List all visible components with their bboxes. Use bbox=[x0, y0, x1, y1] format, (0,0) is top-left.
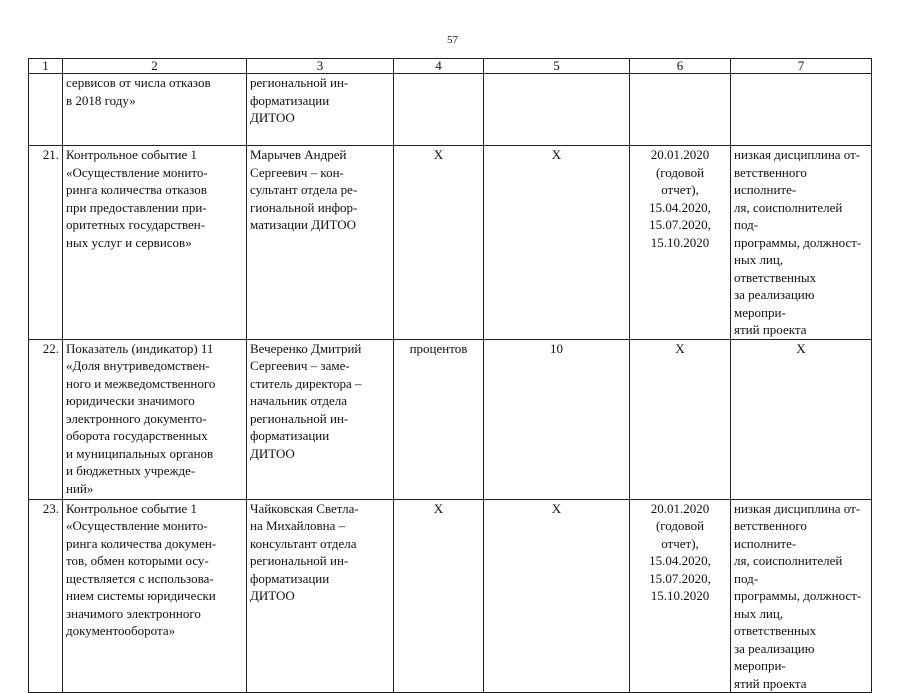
row-dates: 20.01.2020 (годовой отчет), 15.04.2020, 15.07.2020, 15.10.2020 bbox=[630, 499, 731, 693]
table-row bbox=[29, 339, 872, 499]
row-value: 10 bbox=[484, 339, 630, 499]
row-dates bbox=[630, 74, 731, 146]
column-header-6: 6 bbox=[630, 59, 731, 74]
row-risks: низкая дисциплина от- ветственного исполните- ля, соисполнителей под- программы, должност- ных лиц, ответственных за реализацию меропри- ятий проекта bbox=[731, 499, 872, 693]
table-row bbox=[29, 74, 872, 146]
column-header-1: 1 bbox=[29, 59, 63, 74]
row-number: 22. bbox=[29, 339, 63, 499]
plan-table bbox=[28, 58, 872, 693]
row-responsible: Чайковская Светла- на Михайловна – консультант отдела региональной ин- форматизации ДИТОО bbox=[247, 499, 394, 693]
table-row bbox=[29, 499, 872, 693]
row-risks: X bbox=[731, 339, 872, 499]
row-unit: X bbox=[394, 146, 484, 340]
row-value bbox=[484, 74, 630, 146]
row-name: сервисов от числа отказов в 2018 году» bbox=[63, 74, 247, 146]
row-number bbox=[29, 74, 63, 146]
row-responsible: Марычев Андрей Сергеевич – кон- сультант отдела ре- гиональной инфор- матизации ДИТОО bbox=[247, 146, 394, 340]
row-number: 21. bbox=[29, 146, 63, 340]
row-value: X bbox=[484, 146, 630, 340]
table-row bbox=[29, 146, 872, 340]
page-number: 57 bbox=[447, 34, 458, 46]
row-responsible: региональной ин- форматизации ДИТОО bbox=[247, 74, 394, 146]
row-name: Контрольное событие 1 «Осуществление монито- ринга количества докумен- тов, обмен которыми осу- ществляется с использова- нием системы юридически значимого электронного документооборота» bbox=[63, 499, 247, 693]
row-risks: низкая дисциплина от- ветственного исполните- ля, соисполнителей под- программы, должност- ных лиц, ответственных за реализацию меропри- ятий проекта bbox=[731, 146, 872, 340]
row-dates: X bbox=[630, 339, 731, 499]
row-responsible: Вечеренко Дмитрий Сергеевич – заме- ститель директора – начальник отдела региональной ин- форматизации ДИТОО bbox=[247, 339, 394, 499]
column-header-3: 3 bbox=[247, 59, 394, 74]
row-number: 23. bbox=[29, 499, 63, 693]
row-risks bbox=[731, 74, 872, 146]
row-name: Контрольное событие 1 «Осуществление монито- ринга количества отказов при предоставлении при- оритетных государствен- ных услуг и сервисов» bbox=[63, 146, 247, 340]
row-unit: X bbox=[394, 499, 484, 693]
row-unit: процентов bbox=[394, 339, 484, 499]
row-dates: 20.01.2020 (годовой отчет), 15.04.2020, 15.07.2020, 15.10.2020 bbox=[630, 146, 731, 340]
column-header-4: 4 bbox=[394, 59, 484, 74]
header-row bbox=[29, 59, 872, 74]
column-header-5: 5 bbox=[484, 59, 630, 74]
row-name: Показатель (индикатор) 11 «Доля внутриведомствен- ного и межведомственного юридически значимого электронного документо- оборота государственных и муниципальных органов и бюджетных учрежде- ний» bbox=[63, 339, 247, 499]
column-header-7: 7 bbox=[731, 59, 872, 74]
row-value: X bbox=[484, 499, 630, 693]
row-unit bbox=[394, 74, 484, 146]
column-header-2: 2 bbox=[63, 59, 247, 74]
